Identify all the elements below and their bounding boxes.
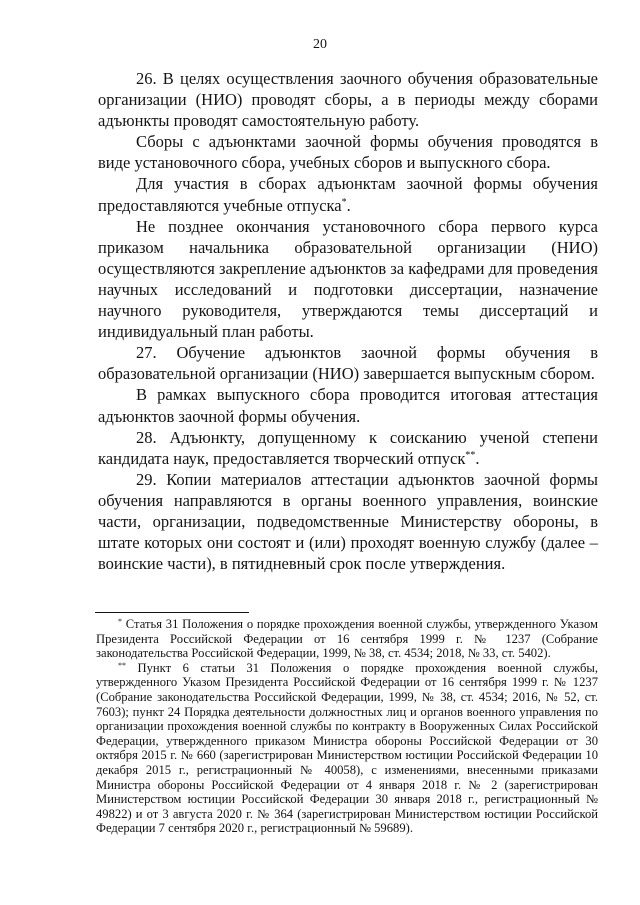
paragraph-text: Для участия в сборах адъюнктам заочной формы обучения предоставляются учебные отпуска xyxy=(98,174,598,215)
paragraph-27-attestation xyxy=(98,384,598,426)
footnote-marker: ** xyxy=(118,660,126,670)
paragraph-text: 29. Копии материалов аттестации адъюнктов заочной формы обучения направляются в органы военного управления, воинские части, организации, подведомственные Министерству обороны, в штате которых они состоят и (или) проходят военную службу (далее – воинские части), в пятидневный срок после утверждения. xyxy=(98,469,598,574)
paragraph-text: 27. Обучение адъюнктов заочной формы обучения в образовательной организации (НИО) завершается выпускным сбором. xyxy=(98,343,598,384)
footnote-text: Пункт 6 статьи 31 Положения о порядке прохождения военной службы, утвержденного Указом Президента Российской Федерации от 16 сентября 1999 г. № 1237 (Собрание законодательства Российской Федерации, 1999, № 38, ст. 4534; 2016, № 52, ст. 7603); пункт 24 Порядка деятельности должностных лиц и органов военного управления по организации прохождения военной службы по контракту в Вооруженных Силах Российской Федерации, утвержденного приказом Министра обороны Российской Федерации от 30 октября 2015 г. № 660 (зарегистрирован Министерством юстиции Российской Федерации 10 декабря 2015 г., регистрационный № 40058), с изменениями, внесенными приказами Министра обороны Российской Федерации от 4 января 2018 г. № 2 (зарегистрирован Министерством юстиции Российской Федерации 30 января 2018 г., регистрационный № 49822) и от 3 августа 2020 г. № 364 (зарегистрирован Министерством юстиции Российской Федерации 7 сентября 2020 г., регистрационный № 59689). xyxy=(96,660,598,836)
paragraph-text: 26. В целях осуществления заочного обучения образовательные организации (НИО) проводят сборы, а в периоды между сборами адъюнкты проводят самостоятельную работу. xyxy=(98,69,598,131)
paragraph-26 xyxy=(98,68,598,131)
footnote-divider xyxy=(95,612,249,613)
footnote-text: Статья 31 Положения о порядке прохождения военной службы, утвержденного Указом Президента Российской Федерации от 16 сентября 1999 г. № 1237 (Собрание законодательства Российской Федерации, 1999, № 38, ст. 4534; 2018, № 33, ст. 5402). xyxy=(96,617,598,661)
paragraph-29 xyxy=(98,469,598,574)
paragraph-26-leave xyxy=(98,173,598,215)
paragraph-27 xyxy=(98,342,598,384)
paragraph-text: Сборы с адъюнктами заочной формы обучения проводятся в виде установочного сбора, учебных сборов и выпускного сбора. xyxy=(98,132,598,173)
paragraph-tail: . xyxy=(346,195,351,215)
footnote-2 xyxy=(96,661,598,836)
footnote-ref: * xyxy=(341,196,347,208)
paragraph-26-sessions xyxy=(98,131,598,173)
paragraph-text: В рамках выпускного сбора проводится итоговая аттестация адъюнктов заочной формы обучения. xyxy=(98,385,598,426)
footnote-ref: ** xyxy=(465,449,476,461)
paragraph-tail: . xyxy=(475,448,480,468)
page-number: 20 xyxy=(313,37,327,52)
paragraph-text: Не позднее окончания установочного сбора первого курса приказом начальника образовательной организации (НИО) осуществляются закрепление адъюнктов за кафедрами для проведения научных исследований и подготовки диссертации, назначение научного руководителя, утверждаются темы диссертаций и индивидуальный план работы. xyxy=(98,216,598,342)
footnotes xyxy=(96,617,598,836)
footnote-marker: * xyxy=(118,617,122,626)
paragraph-28 xyxy=(98,427,598,469)
body-text xyxy=(98,68,598,574)
paragraph-text: 28. Адъюнкту, допущенному к соисканию ученой степени кандидата наук, предоставляется творческий отпуск xyxy=(98,427,598,468)
paragraph-26-assignment xyxy=(98,216,598,343)
footnote-1 xyxy=(96,617,598,661)
